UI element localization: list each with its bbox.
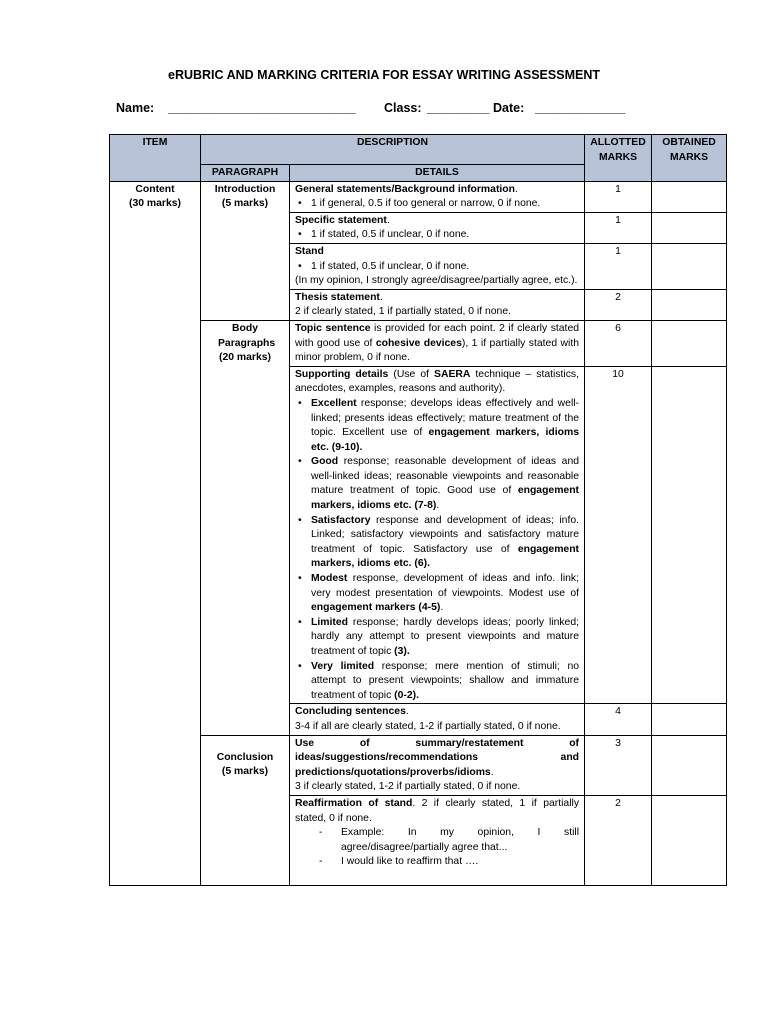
topic-b1: Topic sentence xyxy=(295,322,371,334)
rubric-table xyxy=(109,134,727,886)
level-item xyxy=(311,514,579,572)
header-paragraph: PARAGRAPH xyxy=(201,165,290,182)
header-description: DESCRIPTION xyxy=(201,135,585,165)
table-row xyxy=(110,735,727,795)
detail-cell xyxy=(290,735,585,795)
detail-cell xyxy=(290,212,585,243)
body-marks: (20 marks) xyxy=(219,352,271,364)
level-tail: . xyxy=(436,500,440,512)
level-emphasis: engagement markers (4-5) xyxy=(311,602,441,614)
level-text: response; hardly develops ideas; poorly linked; hardly any attempt to present viewpoints and mature treatment of topic xyxy=(311,616,580,657)
introduction-label: Introduction xyxy=(214,183,276,195)
level-text: response and development of ideas; info. Linked; satisfactory viewpoints and satisfactory mature treatment of topic. Satisfactory use of xyxy=(311,514,580,555)
level-item xyxy=(311,660,579,704)
reaffirm-t1: . 2 if clearly stated, 1 if partially stated, 0 if none. xyxy=(295,797,580,824)
detail-cell xyxy=(290,795,585,885)
table-row xyxy=(110,181,727,212)
detail-cell xyxy=(290,181,585,212)
supporting-b1: Supporting details xyxy=(295,368,389,380)
level-tail: . xyxy=(440,602,444,614)
criterion-text: 3-4 if all are clearly stated, 1-2 if partially stated, 0 if none. xyxy=(295,720,561,732)
criterion-title: General statements/Background information xyxy=(295,183,515,195)
detail-cell xyxy=(290,289,585,320)
level-name: Satisfactory xyxy=(311,514,371,526)
criterion-text: 2 if clearly stated, 1 if partially stated, 0 if none. xyxy=(295,306,512,318)
criterion-bullet: • 1 if stated, 0.5 if unclear, 0 if none. xyxy=(311,228,579,243)
table-row xyxy=(110,320,727,366)
level-name: Good xyxy=(311,456,339,468)
example-item: - I would like to reaffirm that …. xyxy=(341,855,579,870)
body-label: Body Paragraphs xyxy=(218,322,276,349)
supporting-t2: technique – statistics, anecdotes, examples, reasons and authority). xyxy=(295,368,580,395)
introduction-cell xyxy=(201,181,290,320)
conclusion-marks: (5 marks) xyxy=(221,766,269,778)
obtained-mark-cell[interactable] xyxy=(652,366,727,704)
level-text: response; develops ideas effectively and well-linked; presents ideas effectively; mature treatment of the topic. Excellent use of xyxy=(311,397,580,439)
level-item xyxy=(311,397,579,455)
supporting-b2: SAERA xyxy=(434,368,471,380)
obtained-mark-cell[interactable] xyxy=(652,289,727,320)
document-title: eRUBRIC AND MARKING CRITERIA FOR ESSAY WRITING ASSESSMENT xyxy=(168,68,600,82)
level-emphasis: engagement markers, idioms etc. (9-10). xyxy=(311,427,580,453)
level-text: response, development of ideas and info. link; very modest presentation of viewpoints. Modest use of xyxy=(311,573,580,599)
name-label: Name: xyxy=(116,101,155,115)
allotted-mark: 1 xyxy=(585,243,652,289)
class-blank: _________ xyxy=(427,101,490,115)
allotted-mark: 1 xyxy=(585,181,652,212)
level-text: response; reasonable development of ideas and well-linked ideas; reasonable viewpoints and reasonable mature treatment of topic. Good use of xyxy=(311,456,580,497)
detail-cell xyxy=(290,243,585,289)
allotted-mark: 4 xyxy=(585,704,652,735)
obtained-mark-cell[interactable] xyxy=(652,704,727,735)
date-blank: _____________ xyxy=(535,101,626,115)
conclusion-label: Conclusion xyxy=(216,751,274,763)
summary-b1: Use of summary/restatement of ideas/suggestions/recommendations and predictions/quotations/proverbs/idioms xyxy=(295,737,580,778)
criterion-bullet: • 1 if stated, 0.5 if unclear, 0 if none. xyxy=(311,260,579,275)
level-emphasis: engagement markers, idioms etc. (6). xyxy=(311,543,580,570)
level-name: Very limited xyxy=(311,660,375,672)
summary-t1: . xyxy=(490,766,494,778)
allotted-mark: 1 xyxy=(585,212,652,243)
level-emphasis: (3). xyxy=(394,646,410,657)
obtained-mark-cell[interactable] xyxy=(652,795,727,885)
header-obtained-marks: OBTAINED MARKS xyxy=(652,135,727,182)
criterion-suffix: . xyxy=(379,291,383,303)
allotted-mark: 3 xyxy=(585,735,652,795)
criterion-extra: (In my opinion, I strongly agree/disagree/partially agree, etc.). xyxy=(295,275,578,287)
reaffirm-b1: Reaffirmation of stand xyxy=(295,797,413,809)
level-emphasis: engagement markers, idioms etc. (7-8) xyxy=(311,485,580,512)
criterion-title: Thesis statement xyxy=(295,291,380,303)
header-item: ITEM xyxy=(110,135,201,182)
criterion-title: Concluding sentences xyxy=(295,706,406,718)
body-paragraphs-cell xyxy=(201,320,290,735)
level-text: response; mere mention of stimuli; no attempt to present viewpoints; shallow and immature treatment of topic xyxy=(311,660,580,701)
conclusion-cell xyxy=(201,735,290,885)
level-emphasis: (0-2). xyxy=(394,689,419,701)
level-name: Modest xyxy=(311,573,348,585)
obtained-mark-cell[interactable] xyxy=(652,243,727,289)
criterion-title: Stand xyxy=(295,245,324,257)
allotted-mark: 10 xyxy=(585,366,652,704)
content-item-cell xyxy=(110,181,201,885)
detail-cell xyxy=(290,366,585,704)
topic-b2: cohesive devices xyxy=(375,337,462,349)
criterion-title: Specific statement xyxy=(295,214,387,226)
criterion-suffix: . xyxy=(514,183,518,195)
introduction-marks: (5 marks) xyxy=(221,198,269,210)
allotted-mark: 2 xyxy=(585,795,652,885)
class-label: Class: xyxy=(384,101,422,115)
topic-t2: ), 1 if partially stated with minor problem, 0 if none. xyxy=(295,337,580,364)
topic-t1: is provided for each point. 2 if clearly stated with good use of xyxy=(295,322,580,349)
criterion-suffix: . xyxy=(405,706,409,718)
header-allotted-marks: ALLOTTED MARKS xyxy=(585,135,652,182)
content-marks: (30 marks) xyxy=(129,198,181,210)
date-label: Date: xyxy=(493,101,525,115)
level-item xyxy=(311,616,579,660)
content-label: Content xyxy=(135,183,175,195)
student-info-line xyxy=(116,101,625,115)
detail-cell xyxy=(290,704,585,735)
header-details: DETAILS xyxy=(290,165,585,182)
name-blank: ___________________________ xyxy=(168,101,356,115)
level-list xyxy=(295,397,579,703)
level-item xyxy=(311,572,579,616)
obtained-mark-cell[interactable] xyxy=(652,181,727,212)
detail-cell xyxy=(290,320,585,366)
obtained-mark-cell[interactable] xyxy=(652,735,727,795)
allotted-mark: 6 xyxy=(585,320,652,366)
supporting-t1: (Use of xyxy=(388,368,435,380)
level-item xyxy=(311,455,579,513)
obtained-mark-cell[interactable] xyxy=(652,212,727,243)
criterion-suffix: . xyxy=(386,214,390,226)
example-list xyxy=(295,826,579,870)
obtained-mark-cell[interactable] xyxy=(652,320,727,366)
header-row xyxy=(110,135,727,165)
level-name: Excellent xyxy=(311,397,357,409)
example-item: - Example: In my opinion, I still agree/disagree/partially agree that... xyxy=(341,826,579,855)
level-name: Limited xyxy=(311,616,348,628)
allotted-mark: 2 xyxy=(585,289,652,320)
criterion-bullet: • 1 if general, 0.5 if too general or narrow, 0 if none. xyxy=(311,197,579,212)
summary-text: 3 if clearly stated, 1-2 if partially stated, 0 if none. xyxy=(295,781,521,793)
